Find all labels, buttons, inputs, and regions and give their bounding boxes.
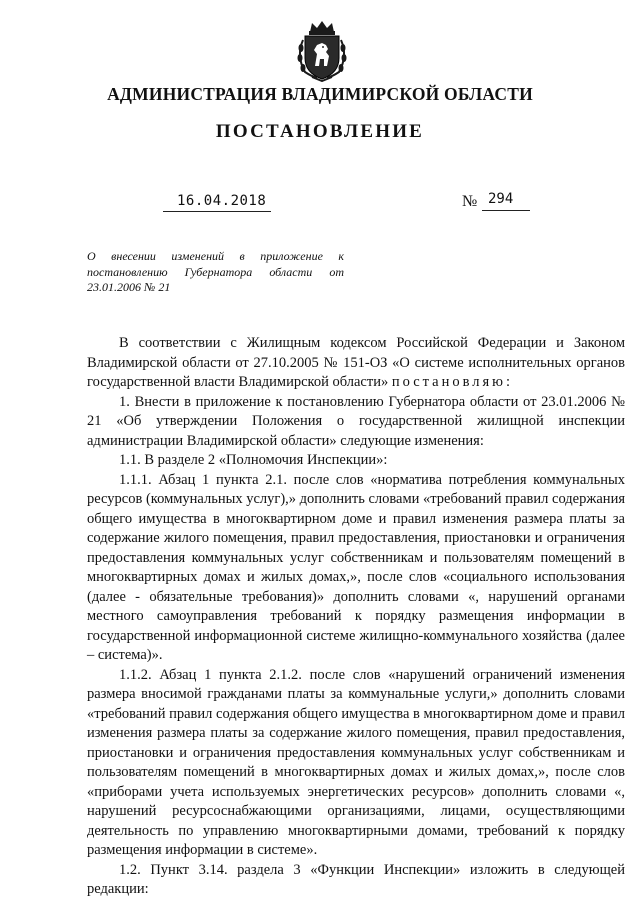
- paragraph-1-2: 1.2. Пункт 3.14. раздела 3 «Функции Инспекции» изложить в следующей редакции:: [87, 861, 625, 897]
- paragraph-1-1-2: 1.1.2. Абзац 1 пункта 2.1.2. после слов «нарушений ограничений изменения размера вносимой гражданами платы за коммунальные услуги,» дополнить словами «требований правил содержания общего имущества в многоквартирном доме и правил изменения размера платы за содержание жилого помещения, правил предоставления, приостановки и ограничения предоставления коммунальных услуг собственникам и пользователям помещений в многоквартирных домах и жилых домах,», после слов «приборами учета используемых энергетических ресурсов» дополнить словами «, нарушений ресурсоснабжающими организациями, лицами, осуществляющими деятельность по управлению многоквартирными домами, требований к порядку размещения информации в системе».: [87, 666, 625, 858]
- paragraph-1: 1. Внести в приложение к постановлению Губернатора области от 23.01.2006 № 21 «Об утверждении Положения о государственной жилищной инспекции администрации Владимирской области» следующие изменения:: [87, 393, 625, 449]
- paragraph-1-1: 1.1. В разделе 2 «Полномочия Инспекции»:: [119, 452, 388, 468]
- date-underline: [163, 211, 271, 212]
- document-body: [87, 334, 625, 900]
- administration-title: АДМИНИСТРАЦИЯ ВЛАДИМИРСКОЙ ОБЛАСТИ: [107, 84, 533, 104]
- paragraph-1-1-1: 1.1.1. Абзац 1 пункта 2.1. после слов «норматива потребления коммунальных ресурсов (коммунальных услуг),» дополнить словами «требований правил содержания общего имущества в многоквартирном доме и правил изменения размера платы за содержание жилого помещения, правил предоставления, приостановки и ограничения предоставления коммунальных услуг собственникам и пользователям помещений в многоквартирных домах и жилых домах,», после слов «социального использования (далее - обязательные требования)» дополнить словами «, нарушений органами местного самоуправления требований к порядку размещения информации в государственной информационной системе жилищно-коммунального хозяйства (далее – система)».: [87, 471, 625, 663]
- preamble-text: В соответствии с Жилищным кодексом Российской Федерации и Законом Владимирской области от 27.10.2005 № 151-ОЗ «О системе исполнительных органов государственной власти Владимирской области»: [87, 335, 625, 390]
- document-date: 16.04.2018: [177, 193, 267, 209]
- coat-of-arms-icon: [293, 18, 351, 82]
- number-label: №: [462, 193, 478, 210]
- document-number: 294: [488, 191, 514, 207]
- document-subject: О внесении изменений в приложение к постановлению Губернатора области от 23.01.2006 № 21: [87, 249, 344, 294]
- decree-word: постановляю:: [391, 374, 514, 390]
- document-type-title: ПОСТАНОВЛЕНИЕ: [215, 121, 425, 142]
- number-underline: [482, 210, 530, 211]
- preamble-paragraph: [87, 334, 625, 393]
